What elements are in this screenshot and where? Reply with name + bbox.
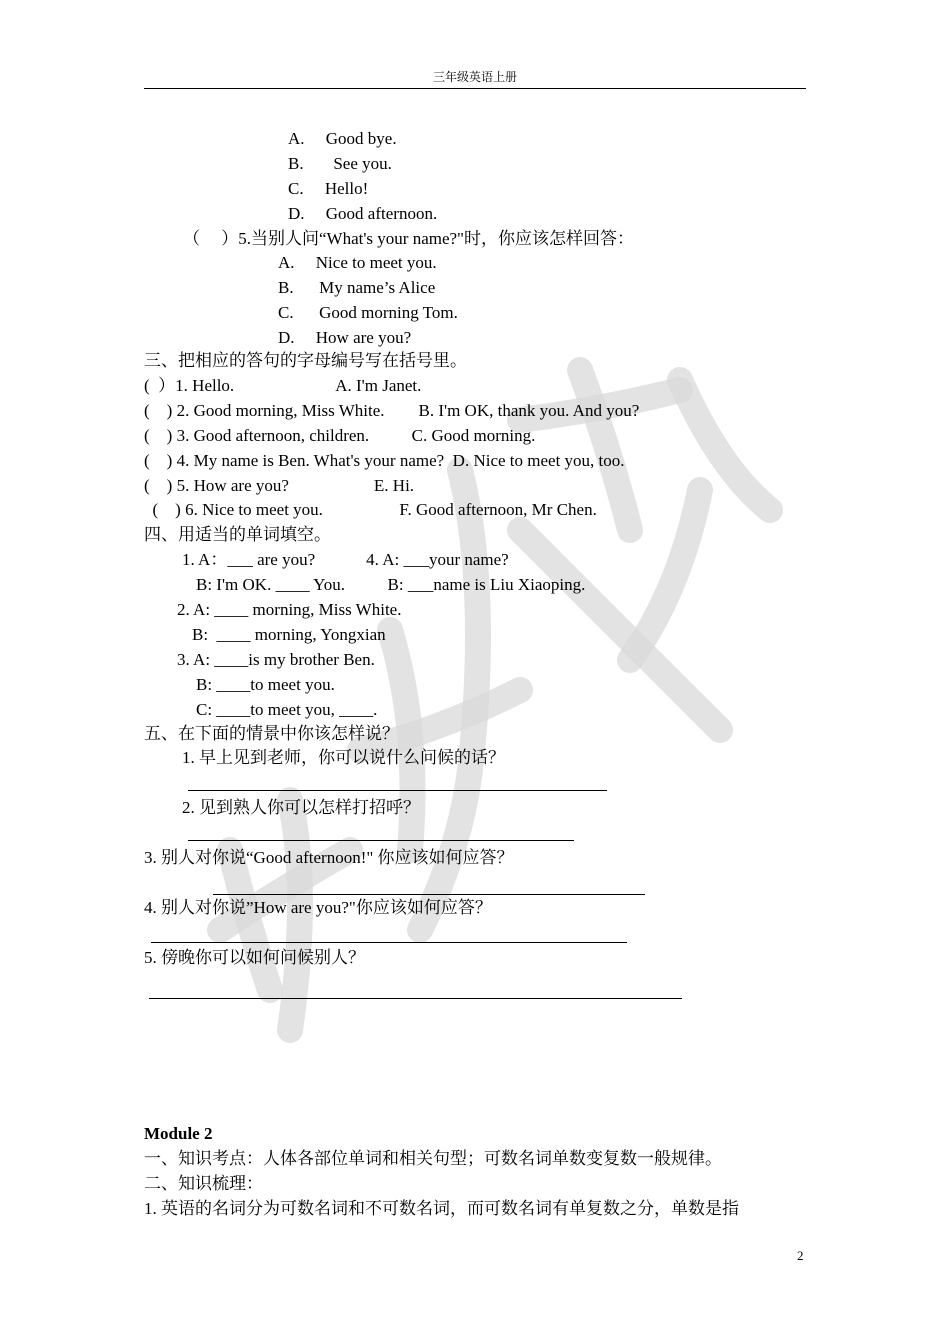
q4-option-a: A. Good bye. (288, 129, 397, 148)
section4-title: 四、用适当的单词填空。 (144, 525, 331, 544)
module2-line: 1. 英语的名词分为可数名词和不可数名词，而可数名词有单复数之分，单数是指 (144, 1199, 739, 1218)
answer-line[interactable] (149, 998, 682, 999)
section4-line: B: I'm OK. ____ You. B: ___name is Liu Xiaoping. (196, 575, 586, 594)
section5-title: 五、在下面的情景中你该怎样说？ (144, 724, 399, 743)
q5-stem: （ ）5.当别人问“What's your name?"时，你应该怎样回答： (183, 229, 634, 248)
section3-title: 三、把相应的答句的字母编号写在括号里。 (144, 351, 467, 370)
q4-option-c: C. Hello! (288, 179, 369, 198)
q4-option-d: D. Good afternoon. (288, 204, 438, 223)
q5-option-d: D. How are you? (278, 328, 412, 347)
section4-line: B: ____ morning, Yongxian (192, 625, 386, 644)
answer-line[interactable] (188, 840, 574, 841)
section3-row: ( ) 5. How are you? E. Hi. (144, 476, 415, 495)
section3-row: ( ) 2. Good morning, Miss White. B. I'm OK, thank you. And you? (144, 401, 640, 420)
q5-option-b: B. My name’s Alice (278, 278, 436, 297)
section5-item: 2. 见到熟人你可以怎样打招呼？ (182, 798, 420, 817)
section5-item: 3. 别人对你说“Good afternoon!" 你应该如何应答？ (144, 848, 514, 867)
section4-line: 1. A：___ are you? 4. A: ___your name? (182, 550, 509, 569)
page-header-title: 三年级英语上册 (432, 70, 517, 84)
answer-line[interactable] (188, 790, 607, 791)
section3-row: ( ) 6. Nice to meet you. F. Good afternoon, Mr Chen. (144, 500, 597, 519)
module2-line: 二、知识梳理： (144, 1174, 263, 1193)
section5-item: 1. 早上见到老师，你可以说什么问候的话？ (182, 748, 505, 767)
header-rule (144, 88, 806, 89)
module2-line: 一、知识考点：人体各部位单词和相关句型；可数名词单数变复数一般规律。 (144, 1149, 722, 1168)
section4-line: 3. A: ____is my brother Ben. (177, 650, 375, 669)
section4-line: 2. A: ____ morning, Miss White. (177, 600, 402, 619)
answer-line[interactable] (151, 942, 627, 943)
section5-item: 5. 傍晚你可以如何问候别人？ (144, 948, 365, 967)
q5-option-a: A. Nice to meet you. (278, 253, 437, 272)
section3-row: ( ）1. Hello. A. I'm Janet. (144, 376, 422, 395)
module2-title: Module 2 (144, 1124, 213, 1143)
answer-line[interactable] (213, 894, 645, 895)
section4-line: C: ____to meet you, ____. (196, 700, 378, 719)
section3-row: ( ) 3. Good afternoon, children. C. Good morning. (144, 426, 536, 445)
section4-line: B: ____to meet you. (196, 675, 335, 694)
q5-option-c: C. Good morning Tom. (278, 303, 458, 322)
page-number: 2 (797, 1248, 804, 1263)
section3-row: ( ) 4. My name is Ben. What's your name? D. Nice to meet you, too. (144, 451, 625, 470)
section5-item: 4. 别人对你说”How are you?"你应该如何应答？ (144, 898, 492, 917)
q4-option-b: B. See you. (288, 154, 392, 173)
